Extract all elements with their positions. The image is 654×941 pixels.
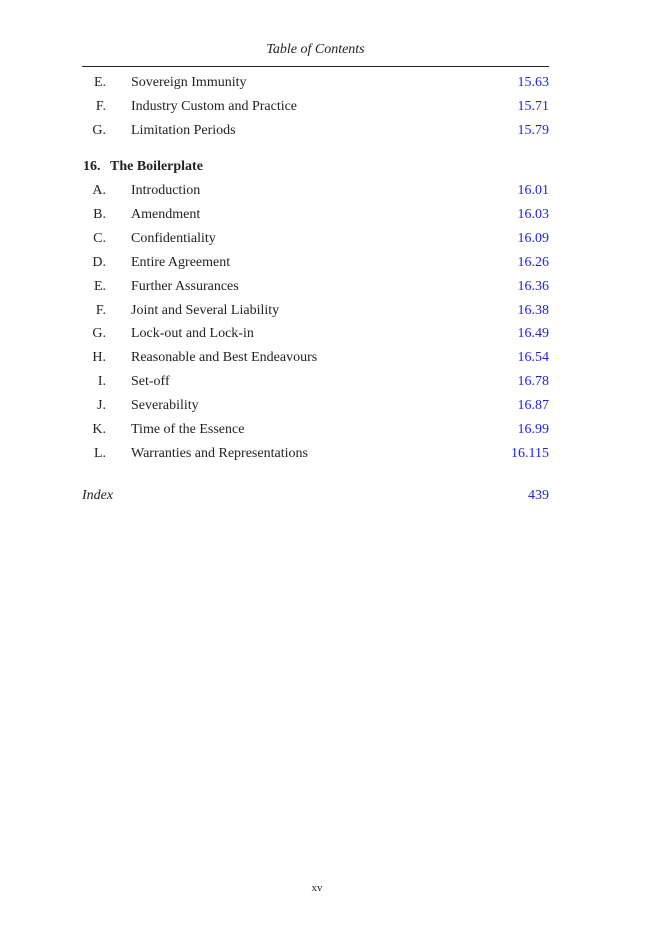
toc-entry[interactable] [82, 255, 549, 275]
toc-entry[interactable] [82, 398, 549, 418]
entry-title: Further Assurances [131, 278, 239, 294]
toc-entry[interactable] [82, 446, 549, 466]
entry-title: Severability [131, 398, 199, 414]
toc-entry[interactable] [82, 422, 549, 442]
entry-letter: F. [95, 98, 106, 114]
entry-letter: J. [97, 398, 106, 414]
entry-title: Introduction [131, 183, 201, 198]
entry-title: Industry Custom and Practice [131, 98, 298, 114]
entry-paragraph-link[interactable]: 16.09 [517, 230, 549, 246]
entry-letter: G. [92, 122, 106, 138]
entry-paragraph-link[interactable]: 15.79 [517, 122, 549, 138]
entry-title: Lock-out and Lock-in [131, 326, 254, 342]
entry-letter: C. [93, 230, 106, 246]
entry-letter: H. [92, 350, 106, 366]
entry-paragraph-link[interactable]: 16.87 [517, 398, 549, 414]
entry-paragraph-link[interactable]: 16.54 [517, 350, 549, 366]
toc-entry[interactable] [82, 99, 549, 119]
entry-letter: E. [93, 75, 106, 90]
toc-entry[interactable] [82, 183, 549, 203]
chapter-title: The Boilerplate [110, 159, 203, 174]
entry-paragraph-link[interactable]: 16.38 [517, 302, 549, 318]
entry-title: Confidentiality [131, 230, 216, 246]
entry-paragraph-link[interactable]: 16.78 [517, 374, 549, 390]
entry-title: Sovereign Immunity [131, 75, 247, 90]
index-page-link[interactable]: 439 [528, 488, 549, 503]
entry-title: Warranties and Representations [131, 445, 308, 461]
index-label: Index [82, 488, 114, 503]
entry-paragraph-link[interactable]: 16.03 [517, 206, 549, 222]
entry-letter: L. [93, 445, 106, 461]
entry-letter: A. [92, 183, 106, 198]
chapter-number: 16. [83, 159, 101, 174]
entry-title: Set-off [131, 374, 170, 390]
toc-entry[interactable] [82, 326, 549, 346]
toc-entry[interactable] [82, 123, 549, 143]
toc-entry[interactable] [82, 207, 549, 227]
entry-letter: B. [93, 206, 106, 222]
entry-title: Joint and Several Liability [131, 302, 280, 318]
entry-letter: D. [92, 254, 106, 270]
entry-letter: I. [97, 374, 106, 390]
entry-paragraph-link[interactable]: 16.36 [517, 278, 549, 294]
toc-entry[interactable] [82, 374, 549, 394]
entry-paragraph-link[interactable]: 16.26 [517, 254, 549, 270]
entry-title: Reasonable and Best Endeavours [131, 350, 318, 366]
entry-title: Entire Agreement [131, 254, 231, 270]
entry-title: Limitation Periods [131, 122, 236, 138]
entry-paragraph-link[interactable]: 16.01 [517, 183, 549, 198]
entry-title: Time of the Essence [131, 422, 245, 437]
entry-paragraph-link[interactable]: 16.49 [517, 326, 549, 342]
toc-entry[interactable] [82, 231, 549, 251]
entry-letter: F. [95, 302, 106, 318]
entry-paragraph-link[interactable]: 15.71 [517, 98, 549, 114]
entry-letter: G. [92, 326, 106, 342]
toc-entry[interactable] [82, 279, 549, 299]
entry-paragraph-link[interactable]: 16.99 [517, 422, 549, 437]
page-number: xv [311, 882, 323, 894]
entry-title: Amendment [131, 206, 201, 222]
entry-letter: K. [92, 422, 106, 437]
entry-paragraph-link[interactable]: 15.63 [517, 75, 549, 90]
running-header: Table of Contents [266, 42, 365, 57]
entry-paragraph-link[interactable]: 16.115 [511, 445, 549, 461]
toc-entry[interactable] [82, 350, 549, 370]
header-rule [82, 66, 549, 67]
entry-letter: E. [93, 278, 106, 294]
toc-entry[interactable] [82, 75, 549, 95]
toc-entry[interactable] [82, 303, 549, 323]
